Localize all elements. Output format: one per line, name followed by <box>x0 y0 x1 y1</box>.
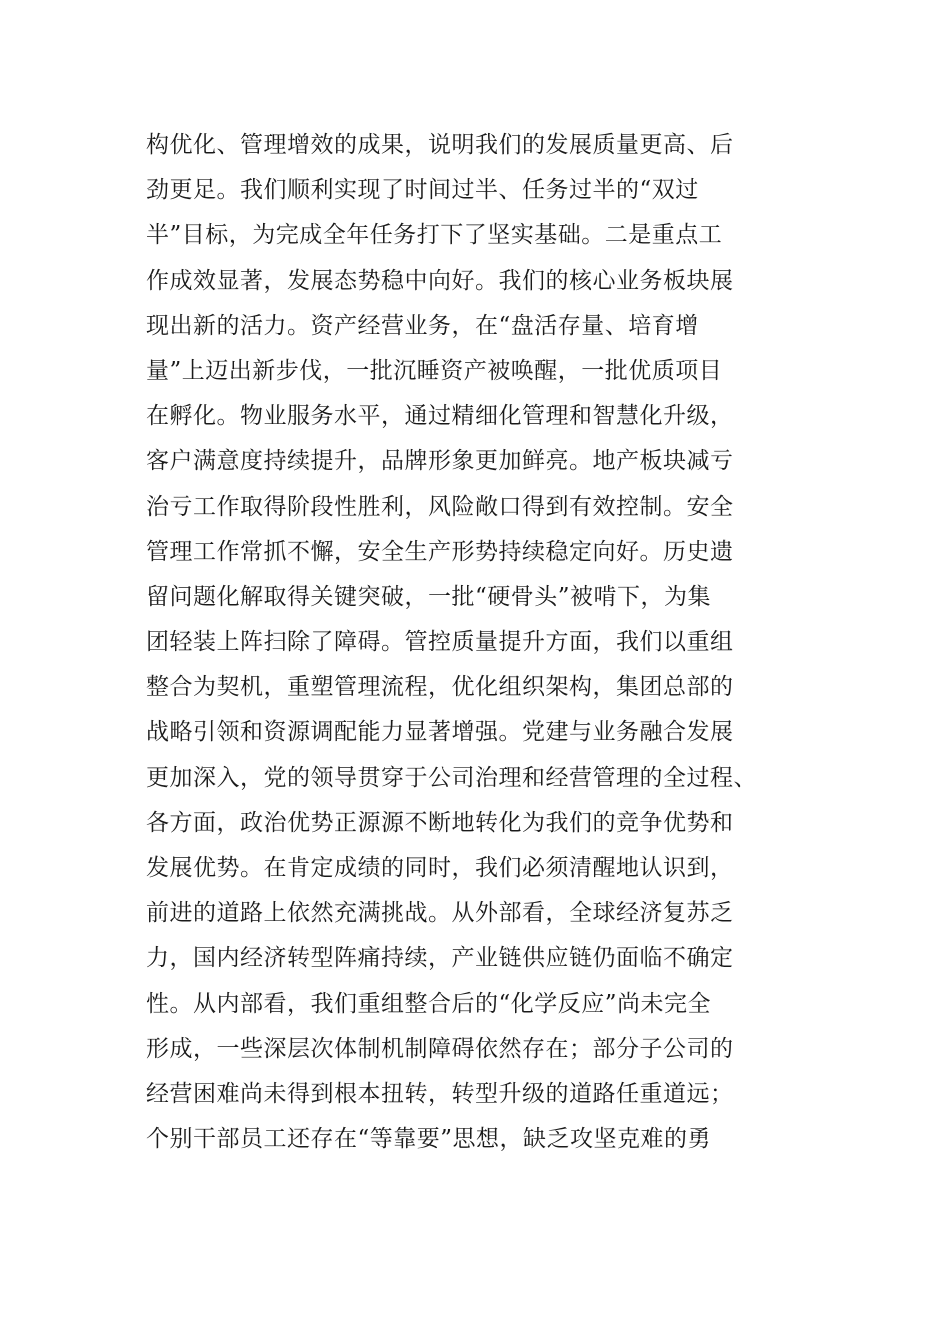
text-line: 经营困难尚未得到根本扭转，转型升级的道路任重道远； <box>146 1080 734 1107</box>
text-line: 量”上迈出新步伐，一批沉睡资产被唤醒，一批优质项目 <box>146 357 723 384</box>
text-line: 各方面，政治优势正源源不断地转化为我们的竞争优势和 <box>146 809 734 836</box>
text-line: 在孵化。物业服务水平，通过精细化管理和智慧化升级， <box>146 403 734 430</box>
text-line: 作成效显著，发展态势稳中向好。我们的核心业务板块展 <box>146 267 734 294</box>
text-line: 管理工作常抓不懈，安全生产形势持续稳定向好。历史遗 <box>146 538 734 565</box>
text-line: 个别干部员工还存在“等靠要”思想，缺乏攻坚克难的勇 <box>146 1126 712 1153</box>
text-line: 团轻装上阵扫除了障碍。管控质量提升方面，我们以重组 <box>146 629 734 656</box>
text-line: 更加深入，党的领导贯穿于公司治理和经营管理的全过程、 <box>146 764 757 791</box>
text-line: 客户满意度持续提升，品牌形象更加鲜亮。地产板块减亏 <box>146 448 734 475</box>
text-line: 力，国内经济转型阵痛持续，产业链供应链仍面临不确定 <box>146 945 734 972</box>
text-line: 劲更足。我们顺利实现了时间过半、任务过半的“双过 <box>146 177 699 204</box>
text-line: 性。从内部看，我们重组整合后的“化学反应”尚未完全 <box>146 990 712 1017</box>
text-line: 现出新的活力。资产经营业务，在“盘活存量、培育增 <box>146 312 699 339</box>
body-paragraph <box>146 123 806 1162</box>
text-line: 形成，一些深层次体制机制障碍依然存在；部分子公司的 <box>146 1035 734 1062</box>
text-line: 留问题化解取得关键突破，一批“硬骨头”被啃下，为集 <box>146 583 712 610</box>
text-line: 前进的道路上依然充满挑战。从外部看，全球经济复苏乏 <box>146 900 734 927</box>
text-line: 半”目标，为完成全年任务打下了坚实基础。二是重点工 <box>146 222 723 249</box>
text-line: 战略引领和资源调配能力显著增强。党建与业务融合发展 <box>146 719 734 746</box>
text-line: 发展优势。在肯定成绩的同时，我们必须清醒地认识到， <box>146 855 734 881</box>
text-line: 整合为契机，重塑管理流程，优化组织架构，集团总部的 <box>146 674 734 701</box>
text-line: 构优化、管理增效的成果，说明我们的发展质量更高、后 <box>146 132 734 158</box>
text-line: 治亏工作取得阶段性胜利，风险敞口得到有效控制。安全 <box>146 493 734 520</box>
